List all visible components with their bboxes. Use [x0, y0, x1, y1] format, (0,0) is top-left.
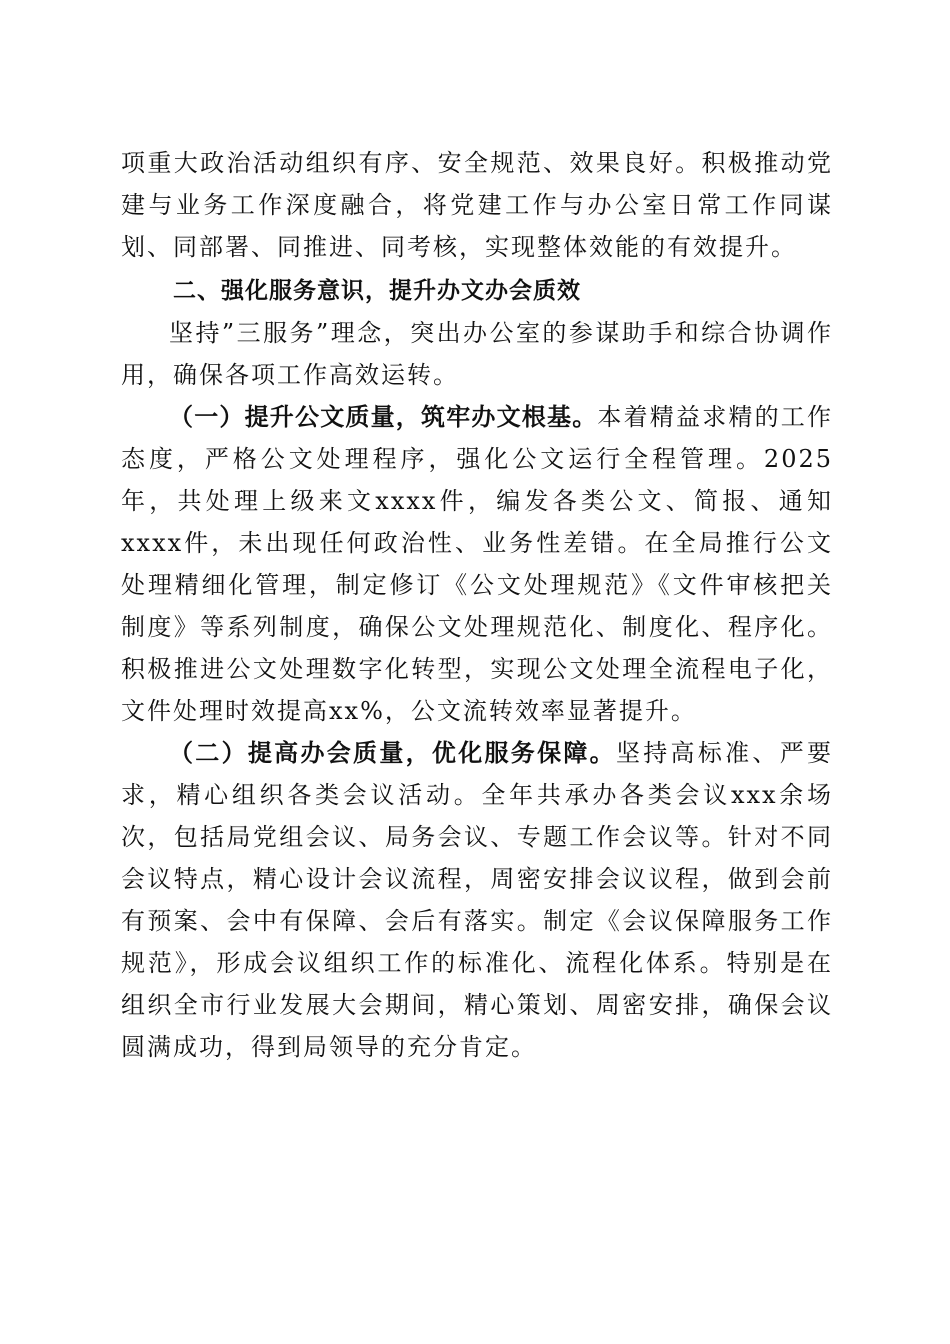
item-two-title: （二）提高办会质量，优化服务保障。 — [169, 739, 616, 767]
section-two-intro: 坚持”三服务”理念，突出办公室的参谋助手和综合协调作用，确保各项工作高效运转。 — [121, 319, 833, 389]
item-one-paragraph — [121, 396, 833, 732]
item-one-title: （一）提升公文质量，筑牢办文根基。 — [169, 403, 598, 431]
paragraph-continuation: 项重大政治活动组织有序、安全规范、效果良好。积极推动党建与业务工作深度融合，将党建工作与办公室日常工作同谋划、同部署、同推进、同考核，实现整体效能的有效提升。 — [121, 149, 833, 261]
section-heading-two: 二、强化服务意识，提升办文办会质效 — [173, 278, 581, 304]
item-two-body: 坚持高标准、严要求，精心组织各类会议活动。全年共承办各类会议xxx余场次，包括局党组会议、局务会议、专题工作会议等。针对不同会议特点，精心设计会议流程，周密安排会议议程，做到会前有预案、会中有保障、会后有落实。制定《会议保障服务工作规范》，形成会议组织工作的标准化、流程化体系。特别是在组织全市行业发展大会期间，精心策划、周密安排，确保会议圆满成功，得到局领导的充分肯定。 — [121, 739, 834, 1061]
item-one-body: 本着精益求精的工作态度，严格公文处理程序，强化公文运行全程管理。2025年，共处理上级来文xxxx件，编发各类公文、简报、通知xxxx件，未出现任何政治性、业务性差错。在全局推行公文处理精细化管理，制定修订《公文处理规范》《文件审核把关制度》等系列制度，确保公文处理规范化、制度化、程序化。积极推进公文处理数字化转型，实现公文处理全流程电子化，文件处理时效提高xx%，公文流转效率显著提升。 — [121, 403, 834, 725]
document-body — [121, 142, 833, 1068]
item-two-paragraph — [121, 732, 833, 1068]
